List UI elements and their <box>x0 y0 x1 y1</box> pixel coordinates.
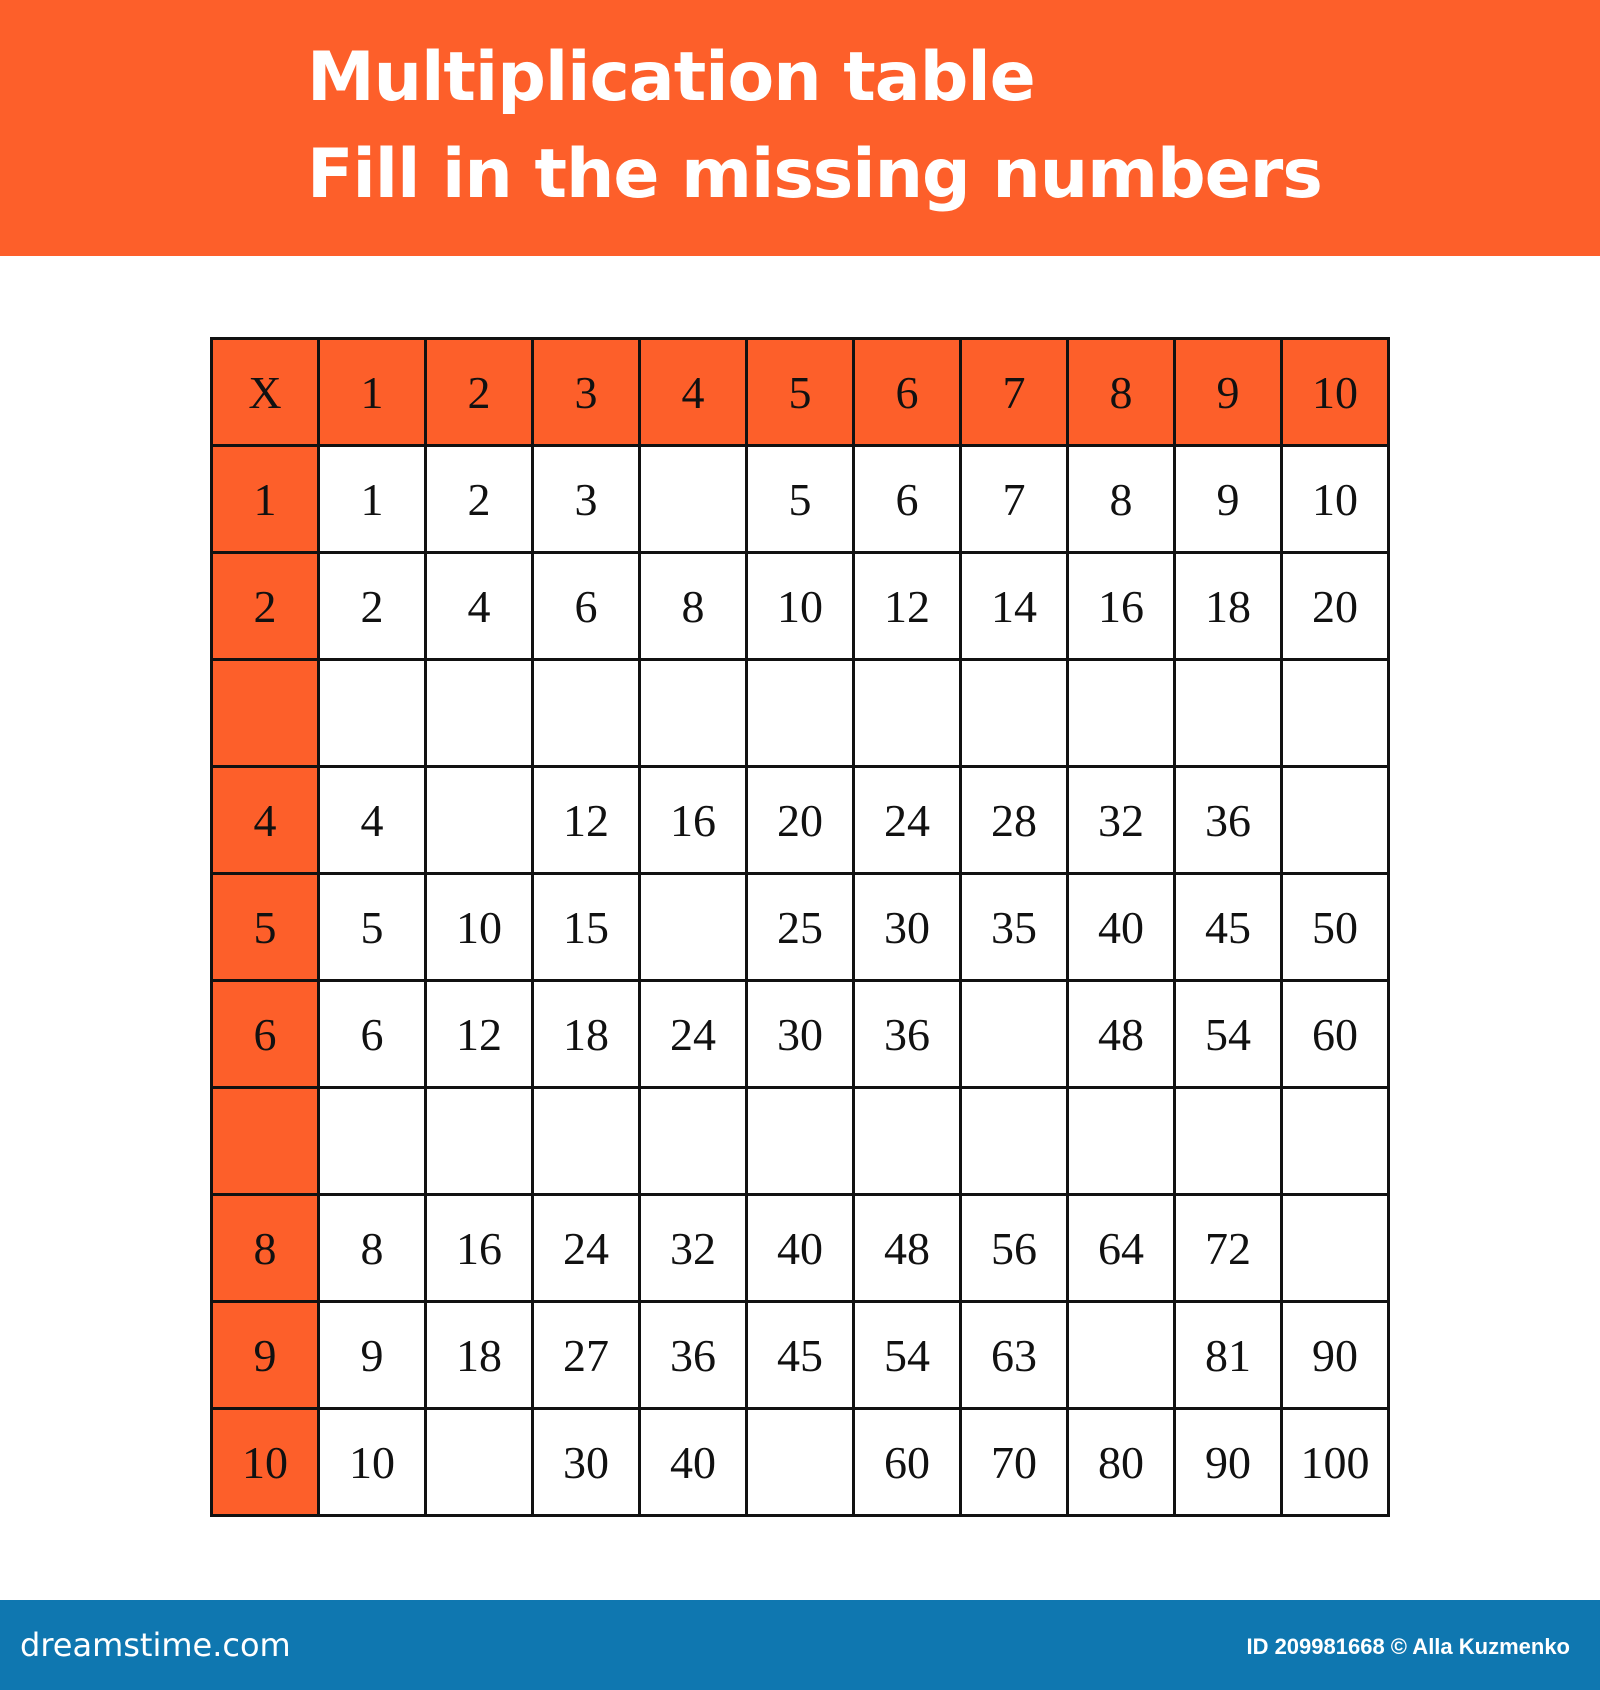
column-header: 4 <box>640 339 747 446</box>
blank-cell[interactable] <box>747 1088 854 1195</box>
product-cell: 9 <box>1175 446 1282 553</box>
blank-cell[interactable] <box>1282 1195 1389 1302</box>
row-header: 4 <box>212 767 319 874</box>
row-header <box>212 660 319 767</box>
product-cell: 54 <box>854 1302 961 1409</box>
column-header: 10 <box>1282 339 1389 446</box>
row-header: 1 <box>212 446 319 553</box>
table-row <box>212 446 1389 553</box>
product-cell: 90 <box>1282 1302 1389 1409</box>
blank-cell[interactable] <box>961 1088 1068 1195</box>
row-header: 8 <box>212 1195 319 1302</box>
product-cell: 32 <box>1068 767 1175 874</box>
product-cell: 8 <box>640 553 747 660</box>
blank-cell[interactable] <box>1175 660 1282 767</box>
row-header: 2 <box>212 553 319 660</box>
product-cell: 24 <box>533 1195 640 1302</box>
product-cell: 28 <box>961 767 1068 874</box>
table-row <box>212 1088 1389 1195</box>
blank-cell[interactable] <box>854 660 961 767</box>
product-cell: 15 <box>533 874 640 981</box>
product-cell: 10 <box>747 553 854 660</box>
blank-cell[interactable] <box>747 1409 854 1516</box>
page-title: Multiplication table <box>307 38 1035 117</box>
product-cell: 20 <box>1282 553 1389 660</box>
row-header: 10 <box>212 1409 319 1516</box>
product-cell: 16 <box>426 1195 533 1302</box>
blank-cell[interactable] <box>961 660 1068 767</box>
product-cell: 45 <box>1175 874 1282 981</box>
product-cell: 7 <box>961 446 1068 553</box>
product-cell: 10 <box>1282 446 1389 553</box>
product-cell: 5 <box>319 874 426 981</box>
column-header: 1 <box>319 339 426 446</box>
column-header: 9 <box>1175 339 1282 446</box>
product-cell: 12 <box>426 981 533 1088</box>
column-header: 2 <box>426 339 533 446</box>
product-cell: 48 <box>854 1195 961 1302</box>
column-header: 6 <box>854 339 961 446</box>
product-cell: 12 <box>533 767 640 874</box>
product-cell: 6 <box>319 981 426 1088</box>
blank-cell[interactable] <box>854 1088 961 1195</box>
product-cell: 30 <box>854 874 961 981</box>
product-cell: 24 <box>640 981 747 1088</box>
table-row <box>212 660 1389 767</box>
product-cell: 90 <box>1175 1409 1282 1516</box>
column-header: 8 <box>1068 339 1175 446</box>
blank-cell[interactable] <box>533 1088 640 1195</box>
product-cell: 40 <box>747 1195 854 1302</box>
product-cell: 40 <box>640 1409 747 1516</box>
product-cell: 36 <box>1175 767 1282 874</box>
blank-cell[interactable] <box>1068 660 1175 767</box>
product-cell: 70 <box>961 1409 1068 1516</box>
product-cell: 64 <box>1068 1195 1175 1302</box>
row-header: 6 <box>212 981 319 1088</box>
blank-cell[interactable] <box>426 767 533 874</box>
header-banner <box>0 0 1600 256</box>
image-credit: ID 209981668 © Alla Kuzmenko <box>1246 1634 1570 1659</box>
blank-cell[interactable] <box>640 446 747 553</box>
product-cell: 18 <box>1175 553 1282 660</box>
product-cell: 16 <box>1068 553 1175 660</box>
table-row <box>212 1409 1389 1516</box>
product-cell: 20 <box>747 767 854 874</box>
product-cell: 10 <box>319 1409 426 1516</box>
product-cell: 18 <box>533 981 640 1088</box>
product-cell: 60 <box>854 1409 961 1516</box>
blank-cell[interactable] <box>1068 1088 1175 1195</box>
product-cell: 14 <box>961 553 1068 660</box>
blank-cell[interactable] <box>640 1088 747 1195</box>
row-header: 9 <box>212 1302 319 1409</box>
product-cell: 45 <box>747 1302 854 1409</box>
product-cell: 56 <box>961 1195 1068 1302</box>
product-cell: 2 <box>319 553 426 660</box>
footer <box>0 1600 1600 1690</box>
product-cell: 81 <box>1175 1302 1282 1409</box>
blank-cell[interactable] <box>426 1409 533 1516</box>
column-header: 7 <box>961 339 1068 446</box>
blank-cell[interactable] <box>533 660 640 767</box>
product-cell: 5 <box>747 446 854 553</box>
product-cell: 2 <box>426 446 533 553</box>
row-header: 5 <box>212 874 319 981</box>
product-cell: 24 <box>854 767 961 874</box>
product-cell: 30 <box>747 981 854 1088</box>
product-cell: 80 <box>1068 1409 1175 1516</box>
table-row <box>212 553 1389 660</box>
product-cell: 36 <box>640 1302 747 1409</box>
page-subtitle: Fill in the missing numbers <box>307 135 1322 214</box>
blank-cell[interactable] <box>640 660 747 767</box>
product-cell: 8 <box>1068 446 1175 553</box>
corner-cell: X <box>212 339 319 446</box>
product-cell: 63 <box>961 1302 1068 1409</box>
brand-logo: dreamstime.com <box>20 1626 291 1664</box>
product-cell: 72 <box>1175 1195 1282 1302</box>
column-header: 5 <box>747 339 854 446</box>
blank-cell[interactable] <box>1282 660 1389 767</box>
blank-cell[interactable] <box>426 1088 533 1195</box>
table-row <box>212 874 1389 981</box>
product-cell: 27 <box>533 1302 640 1409</box>
row-header <box>212 1088 319 1195</box>
table-row <box>212 1302 1389 1409</box>
product-cell: 1 <box>319 446 426 553</box>
table-row <box>212 981 1389 1088</box>
product-cell: 35 <box>961 874 1068 981</box>
product-cell: 12 <box>854 553 961 660</box>
product-cell: 60 <box>1282 981 1389 1088</box>
table-row <box>212 767 1389 874</box>
product-cell: 100 <box>1282 1409 1389 1516</box>
product-cell: 32 <box>640 1195 747 1302</box>
product-cell: 54 <box>1175 981 1282 1088</box>
product-cell: 10 <box>426 874 533 981</box>
product-cell: 25 <box>747 874 854 981</box>
product-cell: 4 <box>319 767 426 874</box>
blank-cell[interactable] <box>319 1088 426 1195</box>
product-cell: 3 <box>533 446 640 553</box>
product-cell: 36 <box>854 981 961 1088</box>
blank-cell[interactable] <box>1068 1302 1175 1409</box>
product-cell: 8 <box>319 1195 426 1302</box>
product-cell: 16 <box>640 767 747 874</box>
product-cell: 18 <box>426 1302 533 1409</box>
product-cell: 30 <box>533 1409 640 1516</box>
blank-cell[interactable] <box>319 660 426 767</box>
product-cell: 9 <box>319 1302 426 1409</box>
product-cell: 40 <box>1068 874 1175 981</box>
blank-cell[interactable] <box>961 981 1068 1088</box>
blank-cell[interactable] <box>1282 767 1389 874</box>
blank-cell[interactable] <box>747 660 854 767</box>
product-cell: 4 <box>426 553 533 660</box>
blank-cell[interactable] <box>640 874 747 981</box>
blank-cell[interactable] <box>1282 1088 1389 1195</box>
multiplication-table <box>210 337 1390 1517</box>
product-cell: 6 <box>533 553 640 660</box>
product-cell: 6 <box>854 446 961 553</box>
blank-cell[interactable] <box>426 660 533 767</box>
blank-cell[interactable] <box>1175 1088 1282 1195</box>
product-cell: 50 <box>1282 874 1389 981</box>
table-row <box>212 1195 1389 1302</box>
product-cell: 48 <box>1068 981 1175 1088</box>
column-header: 3 <box>533 339 640 446</box>
